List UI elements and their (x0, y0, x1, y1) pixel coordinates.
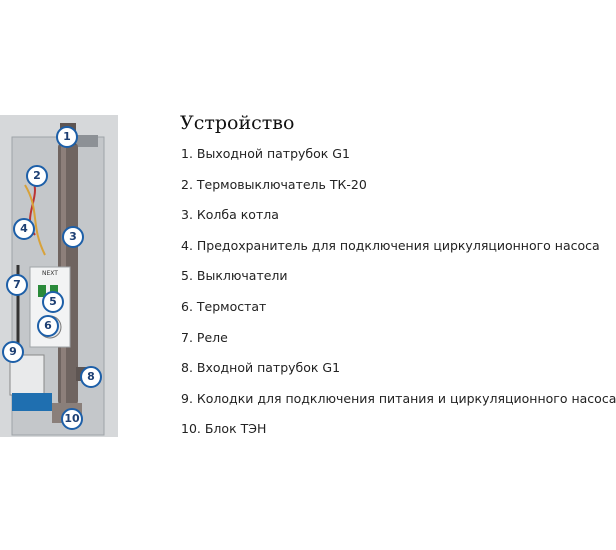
marker-5: 5 (42, 291, 64, 313)
marker-1: 1 (56, 126, 78, 148)
list-item: 9. Колодки для подключения питания и циркуляционного насоса (181, 390, 616, 406)
marker-2: 2 (26, 165, 48, 187)
list-item: 2. Термовыключатель ТК-20 (181, 176, 367, 192)
page-title: Устройство (180, 112, 295, 134)
list-item: 10. Блок ТЭН (181, 421, 267, 437)
components-list (181, 144, 616, 450)
marker-4: 4 (13, 218, 35, 240)
marker-3: 3 (62, 226, 84, 248)
marker-7: 7 (6, 274, 28, 296)
list-item: 8. Входной патрубок G1 (181, 360, 341, 376)
brand-label: NEXT (42, 270, 58, 277)
list-item: 4. Предохранитель для подключения циркуляционного насоса (181, 237, 600, 253)
marker-6: 6 (37, 315, 59, 337)
list-item: 5. Выключатели (181, 268, 288, 284)
list-item: 3. Колба котла (181, 207, 279, 223)
boiler-photo (0, 115, 118, 437)
list-item: 6. Термостат (181, 298, 267, 314)
marker-8: 8 (80, 366, 102, 388)
marker-10: 10 (61, 408, 83, 430)
marker-9: 9 (2, 341, 24, 363)
list-item: 1. Выходной патрубок G1 (181, 146, 350, 161)
list-item: 7. Реле (181, 329, 228, 345)
